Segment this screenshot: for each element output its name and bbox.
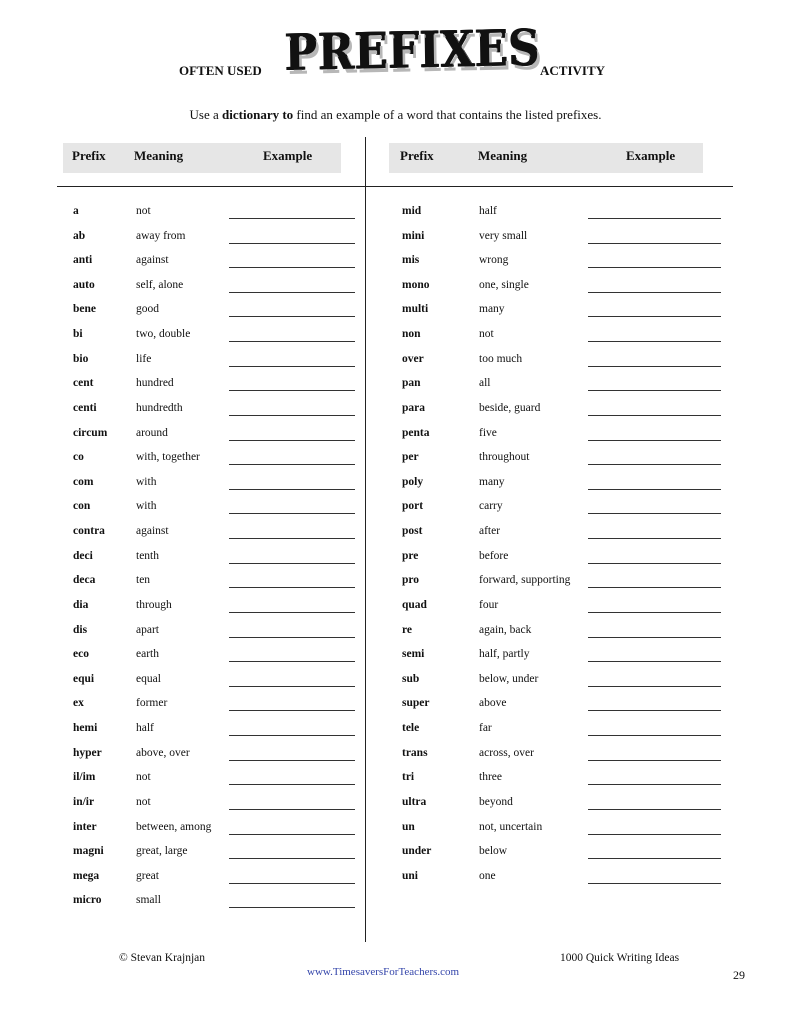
prefix-text: con — [73, 500, 91, 513]
example-answer-line[interactable] — [588, 267, 721, 268]
prefix-text: ab — [73, 229, 86, 242]
meaning-text: former — [136, 697, 168, 710]
prefix-text: uni — [402, 869, 418, 882]
prefix-text: hyper — [73, 746, 102, 759]
prefix-text: para — [402, 401, 425, 414]
meaning-text: not — [479, 328, 494, 341]
meaning-text: hundredth — [136, 401, 183, 414]
meaning-text: very small — [479, 229, 528, 242]
example-answer-line[interactable] — [229, 784, 355, 785]
example-answer-line[interactable] — [588, 637, 721, 638]
prefix-text: non — [402, 328, 421, 341]
example-answer-line[interactable] — [588, 513, 721, 514]
prefix-text: mega — [73, 869, 100, 882]
prefix-text: mono — [402, 278, 430, 291]
prefix-text: eco — [73, 648, 89, 661]
example-answer-line[interactable] — [229, 440, 355, 441]
prefix-text: multi — [402, 303, 429, 316]
prefix-text: poly — [402, 475, 424, 488]
meaning-text: life — [136, 352, 152, 365]
prefix-text: ex — [73, 697, 84, 710]
prefix-text: semi — [402, 648, 425, 661]
prefix-text: under — [402, 845, 432, 858]
prefix-text: bio — [73, 352, 89, 365]
example-answer-line[interactable] — [229, 907, 355, 908]
example-answer-line[interactable] — [229, 513, 355, 514]
example-answer-line[interactable] — [229, 415, 355, 416]
meaning-text: above — [479, 697, 507, 710]
example-answer-line[interactable] — [588, 760, 721, 761]
prefix-text: circum — [73, 426, 108, 439]
example-answer-line[interactable] — [229, 834, 355, 835]
meaning-text: with — [136, 475, 157, 488]
example-answer-line[interactable] — [229, 243, 355, 244]
prefix-text: tri — [402, 771, 415, 784]
prefix-text: bi — [73, 328, 83, 341]
prefix-text: pan — [402, 377, 421, 390]
example-answer-line[interactable] — [229, 686, 355, 687]
meaning-text: too much — [479, 352, 523, 365]
prefix-text: hemi — [73, 722, 98, 735]
page-title: PREFIXES — [284, 17, 541, 82]
left-example-heading: Example — [263, 148, 313, 163]
example-answer-line[interactable] — [229, 341, 355, 342]
prefix-text: co — [73, 451, 84, 464]
prefix-text: deca — [73, 574, 96, 587]
example-answer-line[interactable] — [229, 612, 355, 613]
example-answer-line[interactable] — [229, 661, 355, 662]
prefix-text: auto — [73, 278, 95, 291]
right-meaning-heading: Meaning — [478, 148, 528, 163]
example-answer-line[interactable] — [588, 809, 721, 810]
column-divider — [365, 137, 366, 942]
example-answer-line[interactable] — [588, 292, 721, 293]
meaning-text: around — [136, 426, 168, 439]
header-left-label: OFTEN USED — [179, 63, 262, 78]
example-answer-line[interactable] — [588, 440, 721, 441]
prefix-text: a — [73, 205, 79, 217]
prefix-text: cent — [73, 377, 94, 390]
meaning-text: wrong — [479, 254, 509, 267]
header-divider — [57, 186, 733, 187]
example-answer-line[interactable] — [229, 218, 355, 219]
prefix-text: tele — [402, 722, 420, 735]
prefix-text: bene — [73, 303, 96, 316]
example-answer-line[interactable] — [229, 292, 355, 293]
prefix-text: mid — [402, 205, 422, 217]
example-answer-line[interactable] — [229, 760, 355, 761]
meaning-text: before — [479, 549, 509, 562]
meaning-text: tenth — [136, 549, 159, 562]
example-answer-line[interactable] — [588, 686, 721, 687]
instructions-text-start: Use a — [189, 107, 223, 122]
meaning-text: through — [136, 598, 172, 611]
example-answer-line[interactable] — [588, 538, 721, 539]
example-answer-line[interactable] — [588, 489, 721, 490]
example-answer-line[interactable] — [588, 661, 721, 662]
example-answer-line[interactable] — [229, 316, 355, 317]
example-answer-line[interactable] — [229, 489, 355, 490]
prefix-text: penta — [402, 426, 430, 439]
prefix-text: mis — [402, 254, 420, 267]
left-meaning-heading: Meaning — [134, 148, 184, 163]
instructions-text-end: find an example of a word that contains the listed prefixes. — [293, 107, 602, 122]
meaning-text: below — [479, 845, 508, 858]
meaning-text: between, among — [136, 820, 212, 833]
meaning-text: good — [136, 303, 159, 316]
meaning-text: half, partly — [479, 648, 530, 661]
example-answer-line[interactable] — [588, 587, 721, 588]
meaning-text: many — [479, 475, 505, 488]
prefix-text: post — [402, 525, 423, 538]
meaning-text: not — [136, 795, 151, 808]
right-example-heading: Example — [626, 148, 676, 163]
prefix-text: com — [73, 475, 94, 488]
meaning-text: not — [136, 771, 151, 784]
prefix-text: over — [402, 352, 424, 365]
example-answer-line[interactable] — [588, 316, 721, 317]
prefix-text: centi — [73, 401, 97, 414]
example-answer-line[interactable] — [588, 366, 721, 367]
example-answer-line[interactable] — [229, 267, 355, 268]
example-answer-line[interactable] — [588, 464, 721, 465]
example-answer-line[interactable] — [229, 710, 355, 711]
header-right-label: ACTIVITY — [540, 63, 606, 78]
prefix-text: trans — [402, 746, 428, 759]
instructions-bold-text: dictionary to — [222, 107, 294, 122]
meaning-text: against — [136, 525, 169, 538]
meaning-text: not, uncertain — [479, 820, 543, 833]
meaning-text: half — [136, 722, 154, 735]
right-prefix-heading: Prefix — [400, 148, 434, 163]
left-column-header — [63, 143, 341, 173]
meaning-text: throughout — [479, 451, 530, 464]
meaning-text: beside, guard — [479, 401, 541, 414]
example-answer-line[interactable] — [588, 218, 721, 219]
left-prefix-heading: Prefix — [72, 148, 106, 163]
meaning-text: across, over — [479, 746, 534, 759]
book-title: 1000 Quick Writing Ideas — [560, 952, 680, 964]
meaning-text: again, back — [479, 623, 532, 636]
copyright-text: © Stevan Krajnjan — [119, 952, 206, 964]
meaning-text: two, double — [136, 328, 191, 341]
meaning-text: hundred — [136, 377, 174, 390]
prefix-text: re — [402, 623, 413, 636]
meaning-text: with, together — [136, 451, 200, 464]
example-answer-line[interactable] — [588, 784, 721, 785]
prefix-text: equi — [73, 672, 95, 685]
example-answer-line[interactable] — [588, 735, 721, 736]
prefix-text: magni — [73, 845, 104, 858]
meaning-text: great — [136, 869, 159, 882]
example-answer-line[interactable] — [229, 563, 355, 564]
meaning-text: all — [479, 377, 491, 390]
example-answer-line[interactable] — [588, 563, 721, 564]
example-answer-line[interactable] — [229, 538, 355, 539]
prefix-text: anti — [73, 254, 93, 267]
example-answer-line[interactable] — [588, 883, 721, 884]
meaning-text: equal — [136, 672, 161, 685]
meaning-text: away from — [136, 229, 186, 242]
meaning-text: great, large — [136, 845, 188, 858]
website-link[interactable]: www.TimesaversForTeachers.com — [307, 966, 460, 978]
prefix-text: in/ir — [73, 795, 95, 808]
example-answer-line[interactable] — [588, 612, 721, 613]
example-answer-line[interactable] — [588, 243, 721, 244]
prefix-text: deci — [73, 549, 93, 562]
prefix-text: mini — [402, 229, 425, 242]
meaning-text: small — [136, 894, 161, 907]
instructions — [0, 107, 791, 123]
example-answer-line[interactable] — [229, 637, 355, 638]
meaning-text: forward, supporting — [479, 574, 571, 587]
meaning-text: far — [479, 722, 492, 735]
prefix-text: port — [402, 500, 424, 513]
meaning-text: after — [479, 525, 501, 538]
example-answer-line[interactable] — [588, 834, 721, 835]
page-number: 29 — [733, 968, 745, 982]
meaning-text: beyond — [479, 795, 513, 808]
meaning-text: five — [479, 426, 497, 439]
meaning-text: above, over — [136, 746, 190, 759]
prefix-text: pre — [402, 549, 419, 562]
prefix-text: super — [402, 697, 430, 710]
prefix-text: per — [402, 451, 419, 464]
prefix-text: il/im — [73, 771, 96, 784]
example-answer-line[interactable] — [229, 883, 355, 884]
meaning-text: not — [136, 205, 151, 217]
meaning-text: one, single — [479, 278, 529, 291]
example-answer-line[interactable] — [229, 464, 355, 465]
meaning-text: one — [479, 869, 496, 882]
prefix-text: contra — [73, 525, 105, 538]
example-answer-line[interactable] — [588, 390, 721, 391]
example-answer-line[interactable] — [229, 587, 355, 588]
prefix-text: pro — [402, 574, 420, 587]
example-answer-line[interactable] — [229, 809, 355, 810]
prefix-text: micro — [73, 894, 102, 907]
example-answer-line[interactable] — [588, 341, 721, 342]
meaning-text: below, under — [479, 672, 539, 685]
prefix-text: quad — [402, 598, 427, 611]
meaning-text: self, alone — [136, 278, 184, 291]
prefix-text: dia — [73, 598, 89, 611]
meaning-text: three — [479, 771, 502, 784]
prefix-text: ultra — [402, 795, 427, 808]
meaning-text: apart — [136, 623, 159, 636]
meaning-text: with — [136, 500, 157, 513]
meaning-text: against — [136, 254, 169, 267]
meaning-text: earth — [136, 648, 159, 661]
meaning-text: many — [479, 303, 505, 316]
example-answer-line[interactable] — [588, 858, 721, 859]
meaning-text: ten — [136, 574, 151, 587]
prefix-text: inter — [73, 820, 97, 833]
meaning-text: carry — [479, 500, 503, 513]
meaning-text: half — [479, 205, 497, 217]
prefix-text: dis — [73, 623, 88, 636]
example-answer-line[interactable] — [229, 858, 355, 859]
prefix-text: un — [402, 820, 415, 833]
example-answer-line[interactable] — [229, 366, 355, 367]
example-answer-line[interactable] — [229, 390, 355, 391]
example-answer-line[interactable] — [588, 710, 721, 711]
example-answer-line[interactable] — [588, 415, 721, 416]
prefix-text: sub — [402, 672, 420, 685]
right-column-header — [389, 143, 703, 173]
example-answer-line[interactable] — [229, 735, 355, 736]
meaning-text: four — [479, 598, 499, 611]
